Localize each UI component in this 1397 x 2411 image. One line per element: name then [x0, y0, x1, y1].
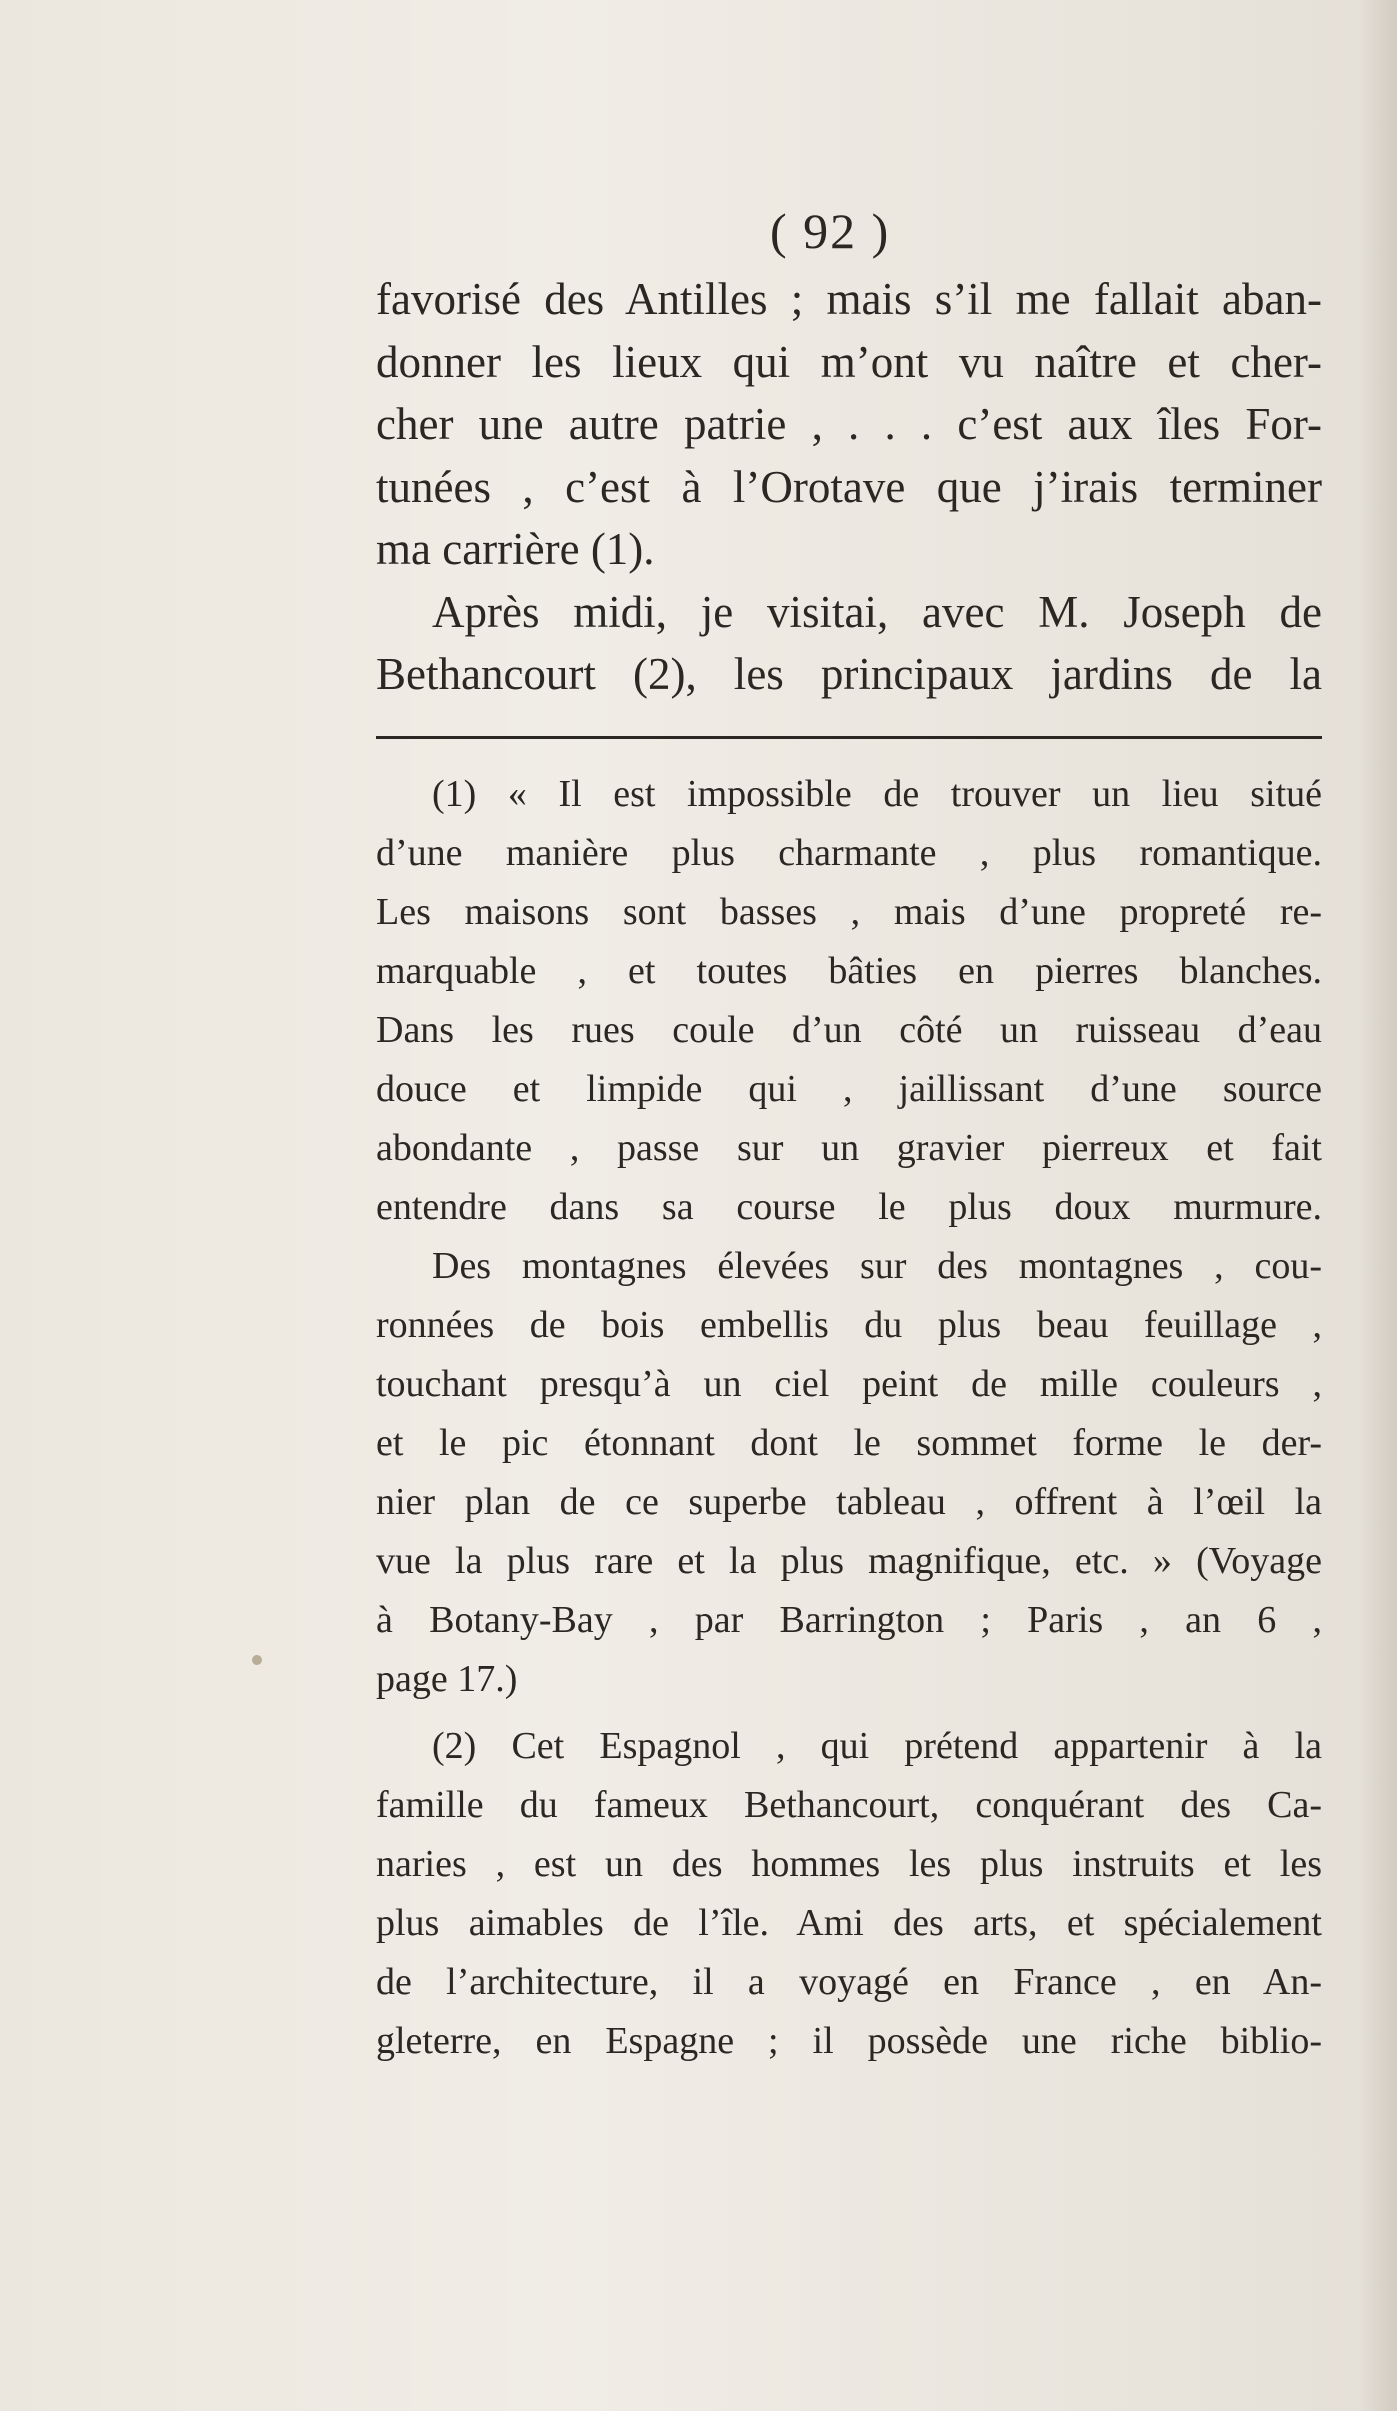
footnote-line: Dans les rues coule d’un côté un ruisseau d’eau [376, 1009, 1322, 1051]
footnote-line: plus aimables de l’île. Ami des arts, et spécialement [376, 1902, 1322, 1944]
footnote-line: abondante , passe sur un gravier pierreux et fait [376, 1127, 1322, 1169]
text-line: favorisé des Antilles ; mais s’il me fallait aban- [376, 274, 1322, 324]
footnote-line: Des montagnes élevées sur des montagnes , cou- [432, 1245, 1322, 1287]
footnote-line: douce et limpide qui , jaillissant d’une source [376, 1068, 1322, 1110]
footnote-line: Les maisons sont basses , mais d’une propreté re- [376, 891, 1322, 933]
text-line: donner les lieux qui m’ont vu naître et cher- [376, 336, 1322, 387]
footnote-line: entendre dans sa course le plus doux murmure. [376, 1186, 1322, 1228]
page-number: ( 92 ) [770, 203, 891, 259]
footnote-line: et le pic étonnant dont le sommet forme le der- [376, 1422, 1322, 1464]
footnote-line: d’une manière plus charmante , plus romantique. [376, 832, 1322, 874]
footnote-line: gleterre, en Espagne ; il possède une riche biblio- [376, 2020, 1322, 2062]
paper-stain [252, 1655, 262, 1665]
text-line: cher une autre patrie , . . . c’est aux îles For- [376, 399, 1322, 449]
footnote-line: marquable , et toutes bâties en pierres blanches. [376, 950, 1322, 992]
footnote-line: (1) « Il est impossible de trouver un lieu situé [432, 773, 1322, 815]
footnote-line: famille du fameux Bethancourt, conquérant des Ca- [376, 1784, 1322, 1826]
text-line: ma carrière (1). [376, 524, 655, 574]
footnote-separator [376, 736, 1322, 739]
footnote-line: touchant presqu’à un ciel peint de mille couleurs , [376, 1363, 1322, 1405]
footnote-line: vue la plus rare et la plus magnifique, etc. » (Voyage [376, 1540, 1322, 1582]
text-line: tunées , c’est à l’Orotave que j’irais terminer [376, 461, 1322, 512]
footnotes [376, 765, 1322, 2071]
footnote-line: ronnées de bois embellis du plus beau feuillage , [376, 1304, 1322, 1346]
footnote-line: (2) Cet Espagnol , qui prétend appartenir à la [432, 1725, 1322, 1767]
footnote-line: de l’architecture, il a voyagé en France , en An- [376, 1961, 1322, 2003]
footnote-line: naries , est un des hommes les plus instruits et les [376, 1843, 1322, 1885]
text-line: Bethancourt (2), les principaux jardins de la [376, 649, 1322, 699]
footnote-line: à Botany-Bay , par Barrington ; Paris , an 6 , [376, 1599, 1322, 1641]
text-line: Après midi, je visitai, avec M. Joseph de [432, 586, 1322, 637]
main-text [376, 268, 1322, 706]
footnote-line: nier plan de ce superbe tableau , offrent à l’œil la [376, 1481, 1322, 1523]
footnote-line: page 17.) [376, 1658, 518, 1700]
